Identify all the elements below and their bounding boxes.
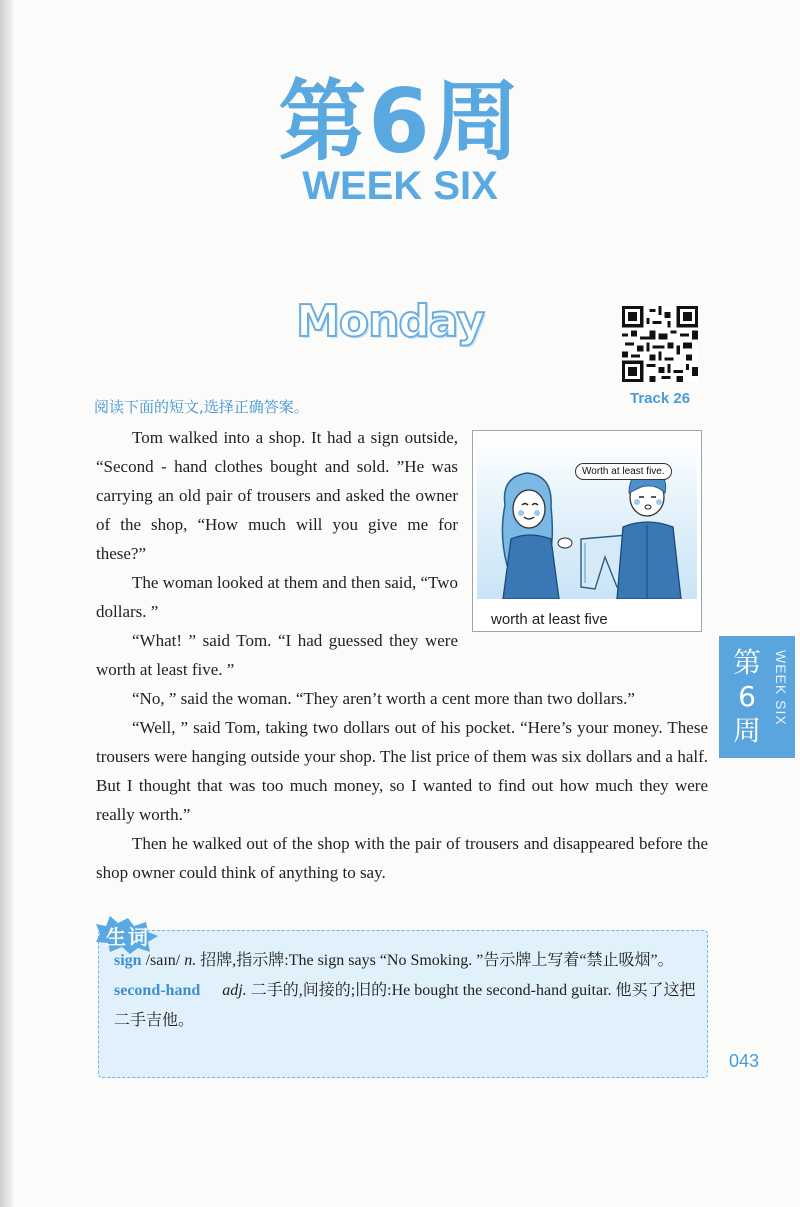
passage-paragraph: Then he walked out of the shop with the pair of trousers and disappeared before the shop owner could think of anything to say. (96, 834, 708, 882)
vocab-term: sign (114, 952, 142, 969)
speech-bubble: Worth at least five. (575, 463, 672, 480)
illustration-figure (472, 430, 702, 632)
vocab-entry (114, 946, 696, 976)
passage-paragraph: The woman looked at them and then said, “Two dollars. ” (96, 573, 458, 621)
week-title-chinese: 第6周 (278, 70, 522, 173)
vocab-part-of-speech: n. (184, 952, 197, 969)
passage-paragraph: “No, ” said the woman. “They aren’t worth a cent more than two dollars.” (132, 689, 635, 708)
vocabulary-label-text: 生词 (106, 925, 150, 949)
vocab-entry (114, 976, 696, 1036)
illustration-scene (477, 435, 697, 599)
week-title-english: WEEK SIX (302, 164, 498, 208)
qr-code-icon[interactable] (622, 306, 698, 382)
passage-paragraph: Tom walked into a shop. It had a sign outside, “Second - hand clothes bought and sold. ”He was carrying an old pair of trousers and asked the owner of the shop, “How much will you give me for these?” (96, 428, 458, 563)
vocab-term: second-hand (114, 982, 201, 999)
vocab-definition: 二手的,间接的;旧的:He bought the second-hand guitar. 他买了这把二手吉他。 (114, 982, 696, 1029)
vocab-definition: 招牌,指示牌:The sign says “No Smoking. ”告示牌上写着“禁止吸烟”。 (200, 952, 674, 969)
audio-track-label: Track 26 (630, 390, 691, 407)
vocab-phonetic: /saɪn/ (145, 952, 181, 969)
day-title: Monday (296, 296, 484, 347)
vocabulary-content (114, 946, 696, 1036)
passage-paragraph: “Well, ” said Tom, taking two dollars out of his pocket. “Here’s your money. These trousers were hanging outside your shop. The list price of them was six dollars and a half. But I thought that was too much money, so I wanted to find out how much they were really worth.” (96, 718, 708, 824)
passage-paragraph: “What! ” said Tom. “I had guessed they were worth at least five. ” (96, 631, 458, 679)
vocab-part-of-speech: adj. (222, 982, 247, 999)
figure-caption: worth at least five (491, 611, 608, 628)
page-number: 043 (729, 1051, 760, 1071)
week-side-tab[interactable] (719, 636, 795, 758)
instruction-text: 阅读下面的短文,选择正确答案。 (94, 398, 309, 416)
side-tab-chinese: 第6周 (732, 646, 761, 747)
side-tab-english: WEEK SIX (773, 650, 789, 726)
shop-scene-illustration (477, 435, 697, 599)
